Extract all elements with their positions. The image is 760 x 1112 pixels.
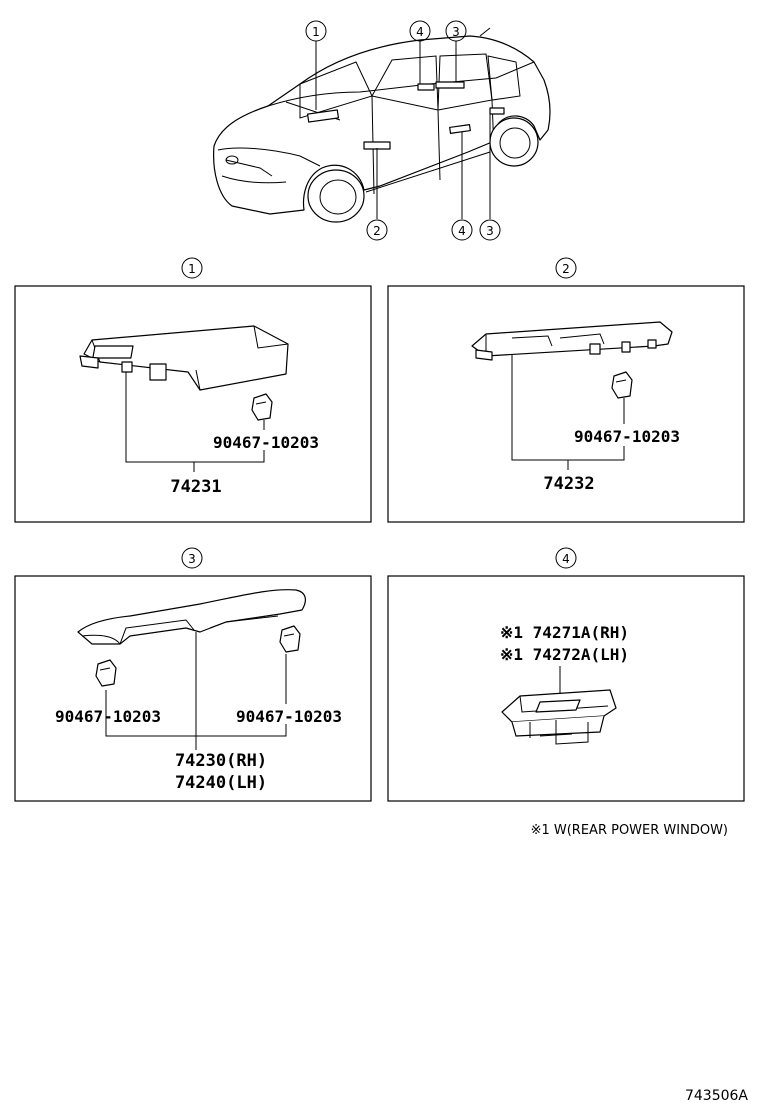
clip-90467-10203-illustration xyxy=(252,394,272,420)
panel-4-frame xyxy=(388,576,744,801)
switch-base-74231-illustration xyxy=(80,326,288,390)
clip-90467-10203-right-illustration xyxy=(280,626,300,652)
armrest-74230-illustration xyxy=(78,590,305,644)
part-number-74240-lh: 74240(LH) xyxy=(174,773,268,793)
part-number-90467-10203-right: 90467-10203 xyxy=(236,707,342,726)
panel-2 xyxy=(388,258,744,522)
svg-text:2: 2 xyxy=(562,262,570,276)
part-number-90467-10203-left: 90467-10203 xyxy=(55,707,161,726)
svg-text:3: 3 xyxy=(188,552,196,566)
part-number-74232: 74232 xyxy=(543,474,595,494)
part-number-90467-10203: 90467-10203 xyxy=(574,427,680,446)
svg-text:3: 3 xyxy=(452,25,460,39)
switch-base-74271a-illustration xyxy=(502,690,616,744)
panel-1-callout xyxy=(182,258,202,278)
part-number-90467-10203: 90467-10203 xyxy=(213,433,319,452)
footnote-rear-power-window: ※1 W(REAR POWER WINDOW) xyxy=(530,823,728,838)
part-number-74231: 74231 xyxy=(170,477,222,497)
panel-3 xyxy=(15,548,371,801)
car-callout-1 xyxy=(306,21,326,41)
svg-text:4: 4 xyxy=(458,224,466,238)
svg-text:4: 4 xyxy=(562,552,570,566)
panel-1 xyxy=(15,258,371,522)
car-callout-4-bottom xyxy=(452,220,472,240)
switch-base-74232-illustration xyxy=(472,322,672,360)
part-number-74271a-rh: ※1 74271A(RH) xyxy=(500,623,629,642)
clip-90467-10203-left-illustration xyxy=(96,660,116,686)
svg-text:1: 1 xyxy=(312,25,320,39)
car-callout-3-top xyxy=(446,21,466,41)
panel-4-callout xyxy=(556,548,576,568)
part-number-74272a-lh: ※1 74272A(LH) xyxy=(500,645,629,664)
svg-text:2: 2 xyxy=(373,224,381,238)
car-overview-illustration xyxy=(214,28,550,222)
svg-text:3: 3 xyxy=(486,224,494,238)
car-callout-3-bottom xyxy=(480,220,500,240)
car-callout-2 xyxy=(367,220,387,240)
diagram-id: 743506A xyxy=(684,1088,748,1104)
clip-90467-10203-illustration xyxy=(612,372,632,398)
panel-4 xyxy=(388,548,744,801)
svg-text:4: 4 xyxy=(416,25,424,39)
svg-text:1: 1 xyxy=(188,262,196,276)
car-callout-4-top xyxy=(410,21,430,41)
panel-2-callout xyxy=(556,258,576,278)
panel-3-callout xyxy=(182,548,202,568)
part-number-74230-rh: 74230(RH) xyxy=(174,751,268,771)
